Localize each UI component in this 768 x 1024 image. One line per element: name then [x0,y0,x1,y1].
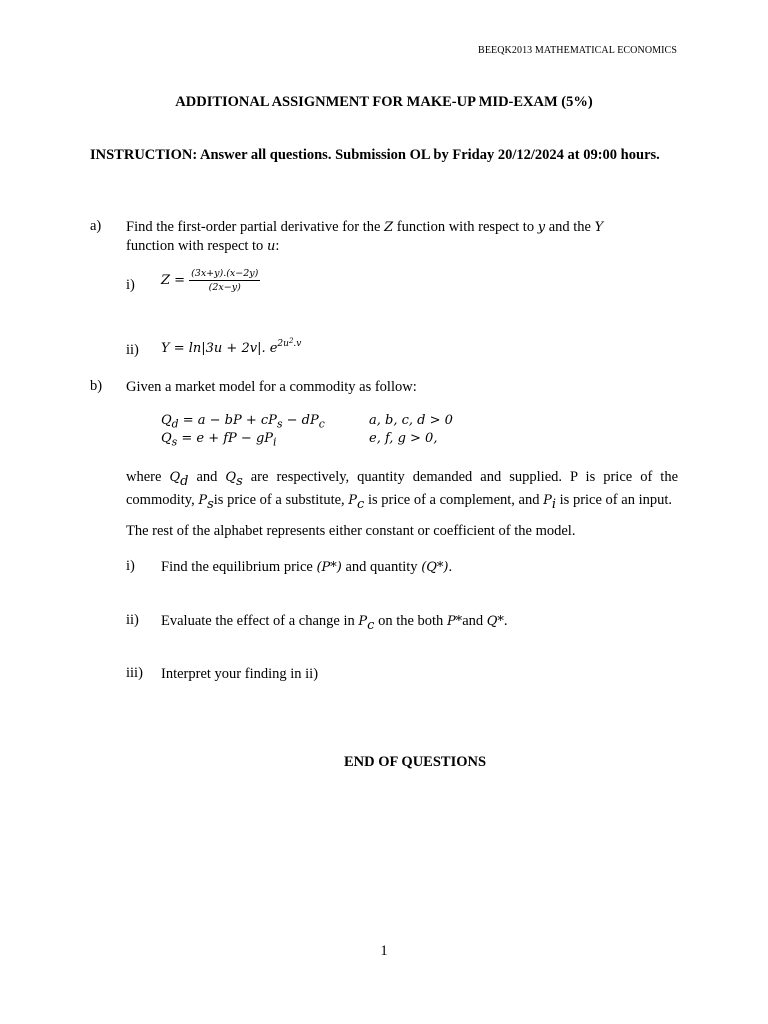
question-b-label: b) [90,378,103,394]
model-description: where $Q_d$ and $Q_s$ are respectively, quantity demanded and supplied. P is price of the commodity, $P_sis$ price of a substitute, $P_c$ is price of a complement, and $P_i$ is price of an input. [126,469,679,512]
question-b-ii-text: Evaluate the effect of a change in $P_c$ on the both P*and Q*. [161,613,508,633]
supply-condition: e, f, g > 0, [369,431,438,446]
model-note: The rest of the alphabet represents either constant or coefficient of the model. [126,523,576,539]
question-b-iii-text: Interpret your finding in ii) [161,666,319,682]
question-a-i-label: i) [126,277,135,293]
demand-equation: $Q_d = a$ − bP + $cP_s - dP_c$ [161,413,325,431]
demand-condition: a, b, c, d > 0 [369,413,453,428]
y-function-equation: Y = ln|3u + 2v|. $e^{2u2.v}$ [161,337,302,356]
question-a-label: a) [90,218,102,234]
question-b-i-text: Find the equilibrium price (P*) and quantity (Q*). [161,559,453,575]
z-fraction: $\frac{(3x+y).(x-2y)}{(2x-y)}$ [191,268,259,293]
z-function-equation: Z = $\frac{(3x+y).(x-2y)}{(2x-y)}$ [161,268,259,293]
question-b-ii-label: ii) [126,612,139,628]
question-a-text: Find the first-order partial derivative for the Z function with respect to y and the Y function with respect to u: [126,219,604,254]
question-a-ii-label: ii) [126,342,139,358]
question-b-intro: Given a market model for a commodity as follow: [126,379,417,395]
page-number: 1 [380,943,388,959]
end-of-questions: END OF QUESTIONS [343,754,487,770]
question-b-i-label: i) [126,558,135,574]
supply-equation: $Q_s = e$ + fP − $gP_i$ [161,431,277,449]
course-header: BEEQK2013 MATHEMATICAL ECONOMICS [478,45,677,56]
instruction-text: INSTRUCTION: Answer all questions. Submission OL by Friday 20/12/2024 at 09:00 hours. [90,147,660,163]
assignment-title: ADDITIONAL ASSIGNMENT FOR MAKE-UP MID-EXAM (5%) [175,94,593,110]
question-b-iii-label: iii) [126,665,143,681]
